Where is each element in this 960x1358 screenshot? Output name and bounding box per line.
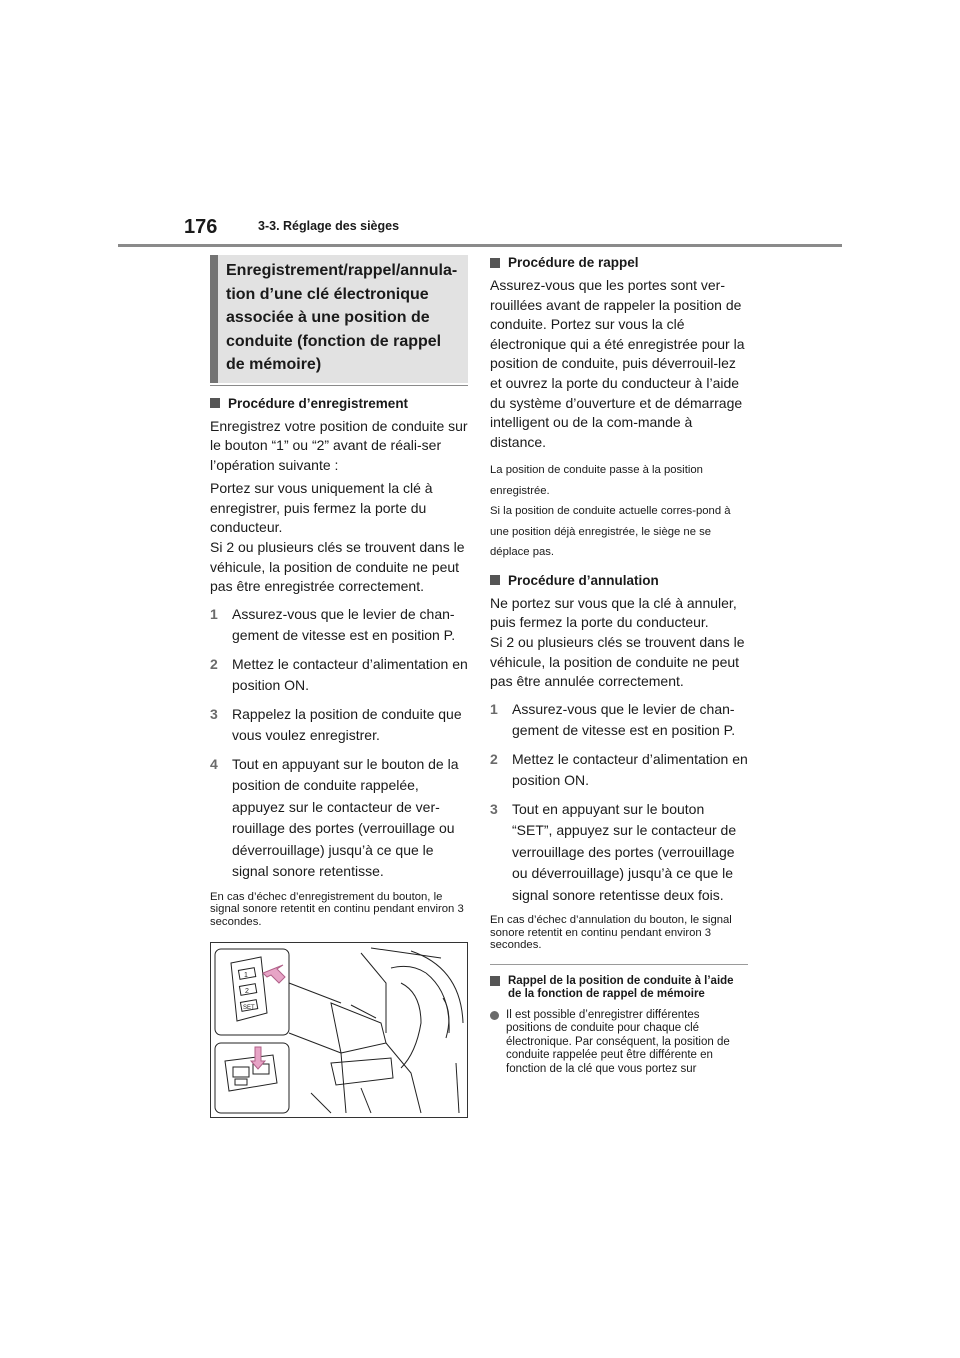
step-text: Assurez-vous que le levier de chan-gement de vitesse est en position P. (512, 700, 736, 739)
register-intro: Enregistrez votre position de conduite sur le bouton “1” ou “2” avant de réali-ser l’opération suivante : (210, 417, 468, 473)
memo-bullet-text: Il est possible d’enregistrer différentes positions de conduite pour chaque clé électronique. Par conséquent, la position de conduite rappelée peut être différente en fonction de la clé que vous portez sur (506, 1008, 730, 1075)
section-title: Enregistrement/rappel/annula-tion d’une clé électronique associée à une position de conduite (fonction de rappel de mémoire) (226, 262, 458, 373)
button-label-1: 1 (244, 972, 248, 980)
cancel-para-2: Si 2 ou plusieurs clés se trouvent dans le véhicule, la position de conduite ne peut pas être annulée correctement. (490, 634, 745, 690)
recall-heading (490, 255, 748, 270)
register-heading-text: Procédure d’enregistrement (228, 395, 409, 411)
register-step-1 (210, 604, 468, 647)
square-bullet-icon (210, 398, 220, 408)
header-rule (118, 244, 842, 247)
page-number: 176 (184, 216, 218, 238)
recall-body: Assurez-vous que les portes sont ver-rouillées avant de rappeler la position de conduite. Portez sur vous la clé électronique qui a été enregistrée pour la position de conduite, puis déverrouil-lez et ouvrez la porte du conducteur à l’aide du système d’ouverture et de démarrage intelligent ou de la com-mande à distance. (490, 277, 745, 450)
step-text: Mettez le contacteur d’alimentation en position ON. (512, 750, 748, 789)
memo-heading (490, 975, 748, 1002)
memory-switch-illustration (210, 942, 468, 1118)
register-para2: Portez sur vous uniquement la clé à enregistrer, puis fermez la porte du conducteur. (210, 480, 433, 536)
step-number: 3 (490, 800, 498, 817)
square-bullet-icon (490, 575, 500, 585)
cancel-heading (490, 573, 748, 588)
section-title-box (210, 255, 468, 383)
step-text: Mettez le contacteur d’alimentation en position ON. (232, 655, 468, 694)
recall-note-1: La position de conduite passe à la position enregistrée. (490, 464, 703, 497)
register-step-3 (210, 704, 468, 747)
step-text: Tout en appuyant sur le bouton de la position de conduite rappelée, appuyez sur le contacteur de ver-rouillage des portes (verrouillage ou déverrouillage) jusqu’à ce que le signal sonore retentisse. (232, 755, 459, 880)
illustration-drawing (211, 943, 467, 1117)
title-underline (210, 385, 468, 386)
register-heading (210, 396, 468, 411)
section-label: 3-3. Réglage des sièges (258, 219, 400, 233)
step-number: 2 (490, 750, 498, 767)
step-number: 2 (210, 655, 218, 672)
step-number: 3 (210, 705, 218, 722)
cancel-step-2 (490, 749, 748, 792)
cancel-para-1: Ne portez sur vous que la clé à annuler, puis fermez la porte du conducteur. (490, 594, 737, 631)
step-number: 4 (210, 755, 218, 772)
cancel-note: En cas d’échec d’annulation du bouton, le signal sonore retentit en continu pendant environ 3 secondes. (490, 914, 732, 952)
section-divider (490, 964, 748, 965)
step-number: 1 (490, 700, 498, 717)
button-label-2: 2 (245, 988, 249, 996)
right-column (490, 255, 748, 1076)
step-number: 1 (210, 605, 218, 622)
square-bullet-icon (490, 976, 500, 986)
recall-note-2: Si la position de conduite actuelle corres-pond à une position déjà enregistrée, le siège ne se déplace pas. (490, 505, 731, 559)
square-bullet-icon (490, 258, 500, 268)
round-bullet-icon (490, 1011, 499, 1020)
register-step-4 (210, 754, 468, 883)
left-column (210, 255, 468, 1118)
cancel-heading-text: Procédure d’annulation (508, 572, 659, 588)
register-step-2 (210, 654, 468, 697)
step-text: Rappelez la position de conduite que vous voulez enregistrer. (232, 705, 462, 744)
step-text: Assurez-vous que le levier de chan-gement de vitesse est en position P. (232, 605, 456, 644)
register-note: En cas d’échec d’enregistrement du bouton, le signal sonore retentit en continu pendant environ 3 secondes. (210, 890, 464, 928)
cancel-step-3 (490, 799, 748, 907)
cancel-step-1 (490, 699, 748, 742)
step-text: Tout en appuyant sur le bouton “SET”, appuyez sur le contacteur de verrouillage des portes (verrouillage ou déverrouillage) jusqu’à ce que le signal sonore retentisse deux fois. (512, 800, 737, 903)
memo-heading-text: Rappel de la position de conduite à l’aide de la fonction de rappel de mémoire (508, 974, 734, 1001)
recall-heading-text: Procédure de rappel (508, 255, 639, 270)
button-label-set: SET (243, 1005, 255, 1012)
memo-bullet (490, 1009, 748, 1077)
register-para3: Si 2 ou plusieurs clés se trouvent dans le véhicule, la position de conduite ne peut pas être enregistrée correctement. (210, 539, 465, 595)
